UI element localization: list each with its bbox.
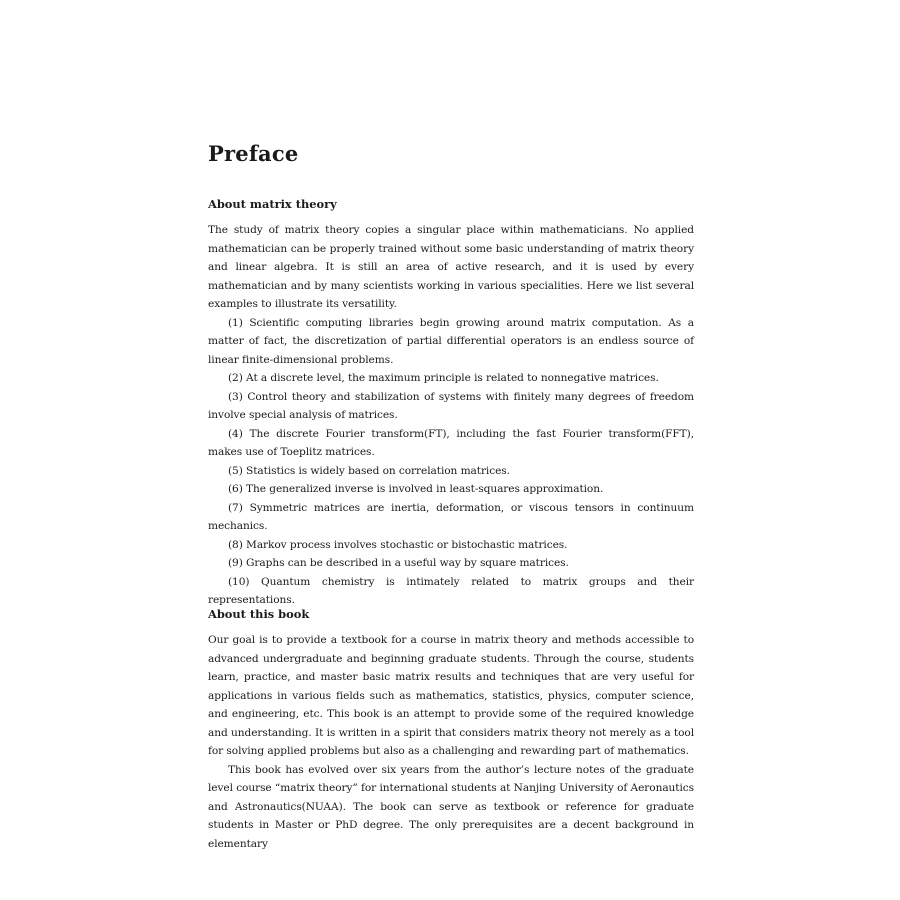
list-item: (6) The generalized inverse is involved in least-squares approximation. (228, 483, 604, 495)
list-item: (2) At a discrete level, the maximum principle is related to nonnegative matrices. (228, 372, 659, 384)
list-item: (1) Scientific computing libraries begin growing around matrix computation. As a matter of fact, the discretization of partial differential operators is an endless source of linear finite-dimensional problems. (208, 316, 694, 366)
body-paragraph: Our goal is to provide a textbook for a course in matrix theory and methods accessible to advanced undergraduate and beginning graduate students. Through the course, students learn, practice, and master basic matrix results and techniques that are very useful for applications in various fields such as mathematics, statistics, physics, computer science, and engineering, etc. This book is an attempt to provide some of the required knowledge and understanding. It is written in a spirit that considers matrix theory not merely as a tool for solving applied problems but also as a challenging and rewarding part of mathematics. (208, 634, 694, 757)
list-item: (10) Quantum chemistry is intimately related to matrix groups and their representations. (208, 575, 694, 606)
section-about-this-book (208, 631, 694, 853)
section-about-matrix-theory (208, 221, 694, 610)
page-title: Preface (208, 141, 299, 166)
list-item: (4) The discrete Fourier transform(FT), including the fast Fourier transform(FFT), makes use of Toeplitz matrices. (208, 427, 694, 458)
body-paragraph: This book has evolved over six years from the author’s lecture notes of the graduate level course “matrix theory” for international students at Nanjing University of Aeronautics and Astronautics(NUAA). The book can serve as textbook or reference for graduate students in Master or PhD degree. The only prerequisites are a decent background in elementary (208, 763, 694, 850)
list-item: (9) Graphs can be described in a useful way by square matrices. (228, 557, 569, 569)
list-item: (8) Markov process involves stochastic or bistochastic matrices. (228, 538, 568, 551)
section-heading-about-matrix-theory: About matrix theory (208, 197, 337, 211)
list-item: (7) Symmetric matrices are inertia, deformation, or viscous tensors in continuum mechanics. (208, 501, 694, 532)
intro-paragraph: The study of matrix theory copies a singular place within mathematicians. No applied mathematician can be properly trained without some basic understanding of matrix theory and linear algebra. It is still an area of active research, and it is used by every mathematician and by many scientists working in various specialities. Here we list several examples to illustrate its versatility. (208, 224, 694, 310)
list-item: (5) Statistics is widely based on correlation matrices. (228, 464, 510, 477)
list-item: (3) Control theory and stabilization of systems with finitely many degrees of freedom involve special analysis of matrices. (208, 390, 694, 421)
section-heading-about-this-book: About this book (208, 607, 310, 621)
